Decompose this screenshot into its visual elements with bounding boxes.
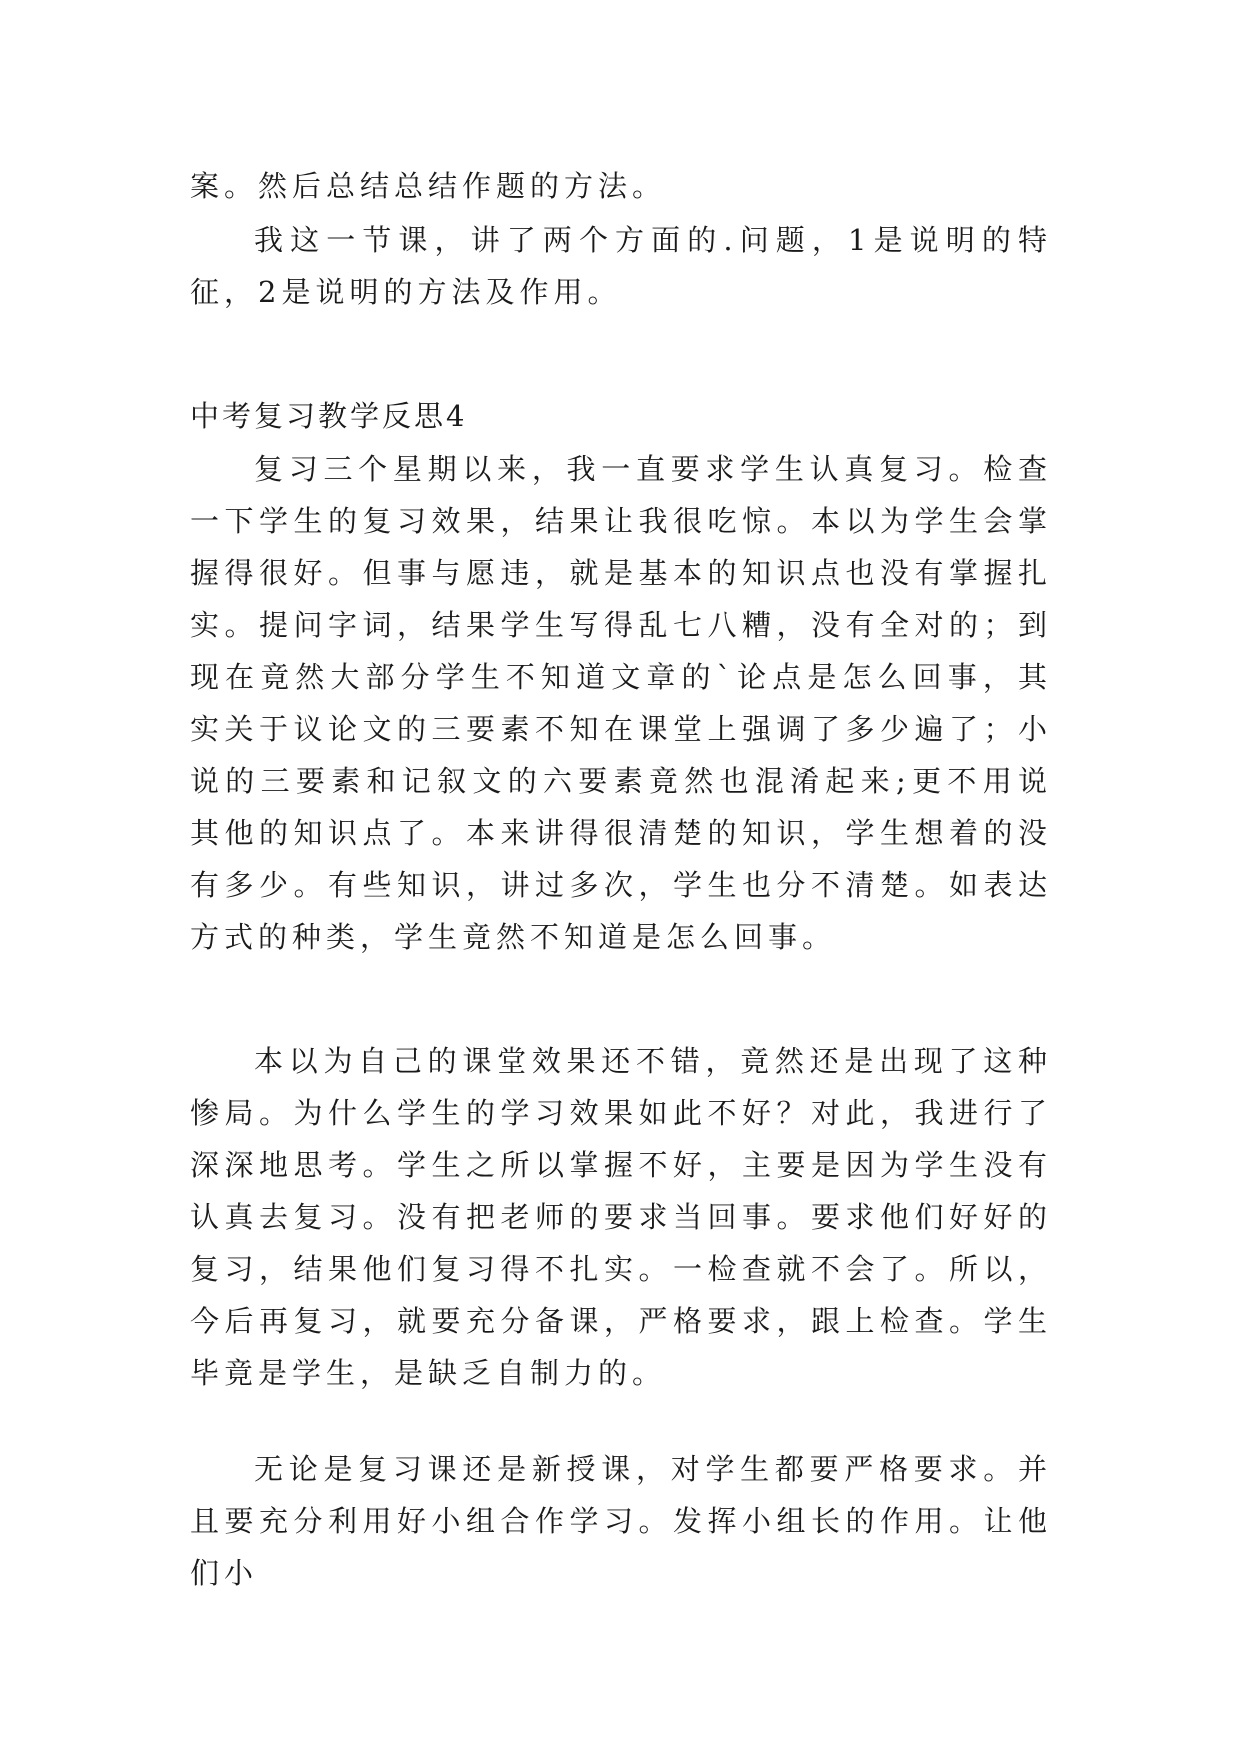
section-heading: 中考复习教学反思4 (190, 399, 468, 433)
body-paragraph-1: 复习三个星期以来，我一直要求学生认真复习。检查一下学生的复习效果，结果让我很吃惊。本以为学生会掌握得很好。但事与愿违，就是基本的知识点也没有掌握扎实。提问字词，结果学生写得乱七八糟，没有全对的；到现在竟然大部分学生不知道文章的`论点是怎么回事，其实关于议论文的三要素不知在课堂上强调了多少遍了；小说的三要素和记叙文的六要素竟然也混淆起来;更不用说其他的知识点了。本来讲得很清楚的知识，学生想着的没有多少。有些知识，讲过多次，学生也分不清楚。如表达方式的种类，学生竟然不知道是怎么回事。 (190, 452, 1052, 954)
body-paragraph-3: 无论是复习课还是新授课，对学生都要严格要求。并且要充分利用好小组合作学习。发挥小组长的作用。让他们小 (190, 1452, 1052, 1590)
paragraph-continuation: 案。然后总结总结作题的方法。 (190, 169, 667, 203)
body-paragraph-2: 本以为自己的课堂效果还不错，竟然还是出现了这种惨局。为什么学生的学习效果如此不好？对此，我进行了深深地思考。学生之所以掌握不好，主要是因为学生没有认真去复习。没有把老师的要求当回事。要求他们好好的复习，结果他们复习得不扎实。一检查就不会了。所以，今后再复习，就要充分备课，严格要求，跟上检查。学生毕竟是学生，是缺乏自制力的。 (190, 1044, 1052, 1390)
paragraph-summary: 我这一节课，讲了两个方面的.问题，1是说明的特征，2是说明的方法及作用。 (190, 223, 1052, 309)
